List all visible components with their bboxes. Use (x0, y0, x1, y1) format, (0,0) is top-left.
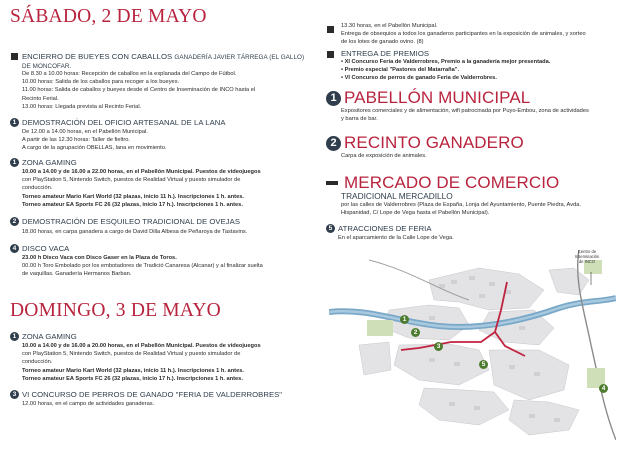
map-marker-1-icon: 1 (400, 315, 409, 324)
dash-bullet-icon (326, 181, 338, 185)
event-heading-note: DE MONCOFAR. (22, 63, 72, 70)
section-subheading: TRADICIONAL MERCADILLO (341, 191, 453, 201)
town-map-drawing (329, 250, 616, 440)
event-heading: ZONA GAMING (22, 158, 77, 167)
map-label-inco: Centro de Inseminación de INCO (574, 249, 600, 264)
sunday-title: DOMINGO, 3 DE MAYO (10, 300, 221, 321)
event-heading: ENCIERRO DE BUEYES CON CABALLOS GANADERÍA JAVIER TÁRREGA (EL GALLO) (22, 52, 305, 61)
event-details: 12.00 horas, en el campo de actividades ganaderas. (22, 401, 155, 407)
awards-list: • XI Concurso Feria de Valderrobres, Premio a la ganadería mejor presentada. • Premio especial "Pastores del Matarraña". • VI Concurso de perros de ganado Feria de Valderrobres. (341, 59, 551, 82)
map-marker-5-icon: 5 (479, 360, 488, 369)
location-number-icon: 2 (10, 217, 19, 226)
map-marker-2-icon: 2 (411, 328, 420, 337)
event-heading: VI CONCURSO DE PERROS DE GANADO "FERIA DE VALDERROBRES" (22, 390, 283, 399)
section-details: por las calles de Valderrobres (Plaza de España, Lonja del Ayuntamiento, Puente Piedra, Avda. Hispanidad, C/ Lope de Vega hasta el Pabellón Municipal). (341, 202, 581, 217)
event-heading: DEMOSTRACIÓN DEL OFICIO ARTESANAL DE LA LANA (22, 118, 226, 127)
map-marker-4-icon: 4 (599, 384, 608, 393)
event-details: 13.30 horas, en el Pabellón Municipal. Entrega de obsequios a todos los ganaderos participantes en la exposición de animales, y sorteo de los lotes de ganado ovino. (8) (341, 23, 586, 46)
section-details: Expositores comerciales y de alimentación, wifi patrocinada por Puyo-Embou, zona de actividades y barra de bar. (341, 108, 589, 123)
section-details: En el aparcamiento de la Calle Lope de Vega. (338, 235, 454, 241)
map-marker-3-icon: 3 (434, 342, 443, 351)
event-heading: DEMOSTRACIÓN DE ESQUILEO TRADICIONAL DE OVEJAS (22, 217, 241, 226)
event-heading: ZONA GAMING (22, 332, 77, 341)
square-bullet-icon (327, 26, 334, 33)
saturday-title: SÁBADO, 2 DE MAYO (10, 6, 207, 27)
town-map (329, 250, 616, 440)
square-bullet-icon (11, 53, 18, 60)
location-number-icon: 5 (326, 224, 335, 233)
section-details: Carpa de exposición de animales. (341, 153, 427, 159)
event-details: De 8.30 a 10.00 horas: Recepción de caballos en la explanada del Campo de Fútbol. 10.00 horas: Salida de los caballos para recoger a los bueyes. 11.00 horas: Salida de caballos y bueyes desde el Centro de Inseminación de INCO hasta el Recinto Ferial. 13.00 horas: Llegada prevista al Recinto Ferial. (22, 71, 256, 110)
event-heading: ENTREGA DE PREMIOS (341, 49, 430, 58)
location-number-icon: 1 (10, 332, 19, 341)
event-details: 10.00 a 14.00 y de 16.00 a 22.00 horas, en el Pabellón Municipal. Puestos de videojuegos con PlayStation 5, Nintendo Switch, puestos de Realidad Virtual y puesto simulador de conducción. Torneo amateur Mario Kart World (32 plazas, inicio 11 h.). Inscripciones 1 h. antes. Torneo amateur EA Sports FC 26 (32 plazas, inicio 17 h.). Inscripciones 1 h. antes. (22, 169, 261, 208)
location-number-icon: 2 (326, 136, 341, 151)
section-heading: MERCADO DE COMERCIO (344, 173, 560, 192)
section-heading: RECINTO GANADERO (344, 133, 524, 152)
square-bullet-icon (327, 51, 334, 58)
section-heading: PABELLÓN MUNICIPAL (344, 88, 531, 107)
event-details: 23.00 h Disco Vaca con Disco Gaser en la Plaza de Toros. 00.00 h Toro Embolado por los embotadores de Tradició Canaresa (Alcanar) y al finalizar suelta de vaquillas. Ganadería Hermanos Barban. (22, 255, 263, 278)
location-number-icon: 3 (10, 390, 19, 399)
event-heading: DISCO VACA (22, 244, 70, 253)
location-number-icon: 1 (326, 91, 341, 106)
event-details: 18.00 horas, en carpa ganadera a cargo de David Dilla Albesa de Peñaroya de Tastavins. (22, 229, 248, 235)
location-number-icon: 1 (10, 158, 19, 167)
location-number-icon: 1 (10, 118, 19, 127)
location-number-icon: 4 (10, 244, 19, 253)
section-heading: ATRACCIONES DE FERIA (338, 224, 432, 233)
event-details: De 12.00 a 14.00 horas, en el Pabellón Municipal. A partir de las 12.30 horas: Taller de fieltro. A cargo de la agrupación OBELLAS, lana en movimiento. (22, 129, 167, 152)
event-details: 10.00 a 14.00 y de 16.00 a 20.00 horas, en el Pabellón Municipal. Puestos de videojuegos con PlayStation 5, Nintendo Switch, puestos de Realidad Virtual y puesto simulador de conducción. Torneo amateur Mario Kart World (32 plazas, inicio 11 h.). Inscripciones 1 h. antes. Torneo amateur EA Sports FC 26 (32 plazas, inicio 17 h.). Inscripciones 1 h. antes. (22, 343, 261, 382)
